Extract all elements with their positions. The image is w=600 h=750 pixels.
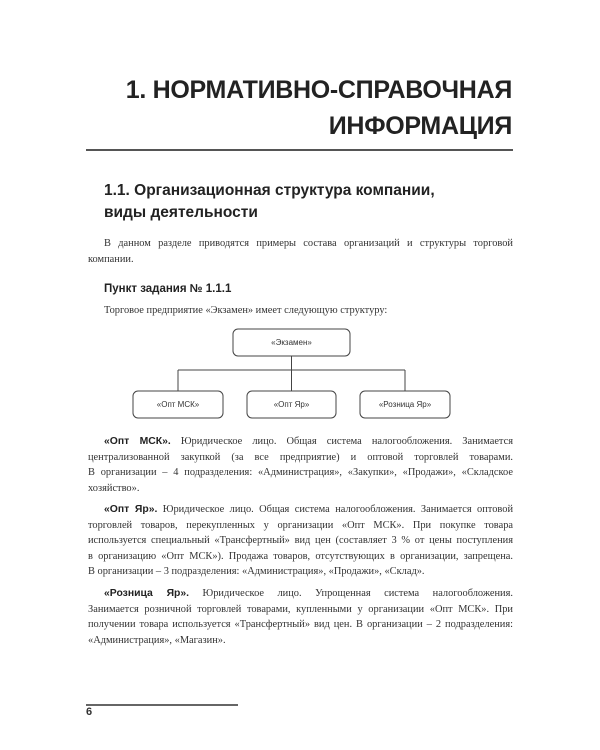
page-number: 6 — [86, 706, 93, 718]
paragraph-text: Юридическое лицо. Общая система налогообложения. Занимается — [170, 436, 513, 447]
paragraph-line — [88, 434, 513, 450]
paragraph-line: Занимается розничной торговлей товарами, купленными у организации «Опт МСК». При — [88, 603, 513, 615]
intro-line-1: В данном разделе приводятся примеры состава организаций и структуры торговой — [104, 238, 513, 249]
task-text: Торговое предприятие «Экзамен» имеет следующую структуру: — [104, 305, 388, 316]
paragraph-opt-yar — [88, 502, 513, 580]
section-title-line-2: виды деятельности — [104, 204, 258, 221]
paragraph-line: В организации – 3 подразделения: «Администрация», «Продажи», «Склад». — [88, 566, 425, 578]
org-node-opt-yar-label: «Опт Яр» — [273, 400, 310, 409]
paragraph-line: получении товара используется «Трансфертный» вид цен. В организации – 2 подразделения: — [88, 619, 513, 631]
paragraph-text: Юридическое лицо. Общая система налогообложения. Занимается оптовой — [157, 504, 513, 515]
org-node-roznitsa-yar-label: «Розница Яр» — [378, 400, 432, 409]
intro-line-2: компании. — [88, 253, 134, 265]
section-title-line-1: 1.1. Организационная структура компании, — [104, 182, 435, 199]
chapter-title-line-2: ИНФОРМАЦИЯ — [328, 112, 512, 140]
chapter-title-line-1: 1. НОРМАТИВНО-СПРАВОЧНАЯ — [125, 76, 512, 104]
paragraph-line: в организацию «Опт МСК»). Продажа товаров, отсутствующих в организации, запрещена. — [88, 550, 513, 562]
paragraph-roznitsa-yar — [88, 586, 513, 648]
paragraph-line — [88, 502, 513, 518]
org-name-opt-msk: «Опт МСК». — [104, 436, 171, 447]
paragraph-line: В организации – 4 подразделения: «Администрация», «Закупки», «Продажи», «Складское — [88, 467, 513, 479]
footer-divider — [86, 704, 238, 706]
paragraph-line: централизованной закупкой (за все предприятие) и оптовой торговлей товарами. — [88, 451, 513, 463]
org-node-root-label: «Экзамен» — [271, 338, 312, 347]
paragraph-line: хозяйство». — [88, 482, 140, 494]
paragraph-opt-msk — [88, 434, 513, 496]
org-name-roznitsa-yar: «Розница Яр». — [104, 588, 190, 599]
org-name-opt-yar: «Опт Яр». — [104, 504, 158, 515]
paragraph-line: «Администрация», «Магазин». — [88, 634, 226, 646]
paragraph-line: используется специальный «Трансфертный» вид цен (составляет 3 % от цены поступления — [88, 535, 513, 547]
paragraph-line — [88, 586, 513, 602]
paragraph-line: торговлей товаров, перекупленных у организации «Опт МСК». При покупке товара — [88, 519, 513, 531]
task-heading: Пункт задания № 1.1.1 — [104, 283, 232, 295]
paragraph-text: Юридическое лицо. Упрощенная система налогообложения. — [189, 588, 513, 599]
org-node-opt-msk-label: «Опт МСК» — [156, 400, 200, 409]
